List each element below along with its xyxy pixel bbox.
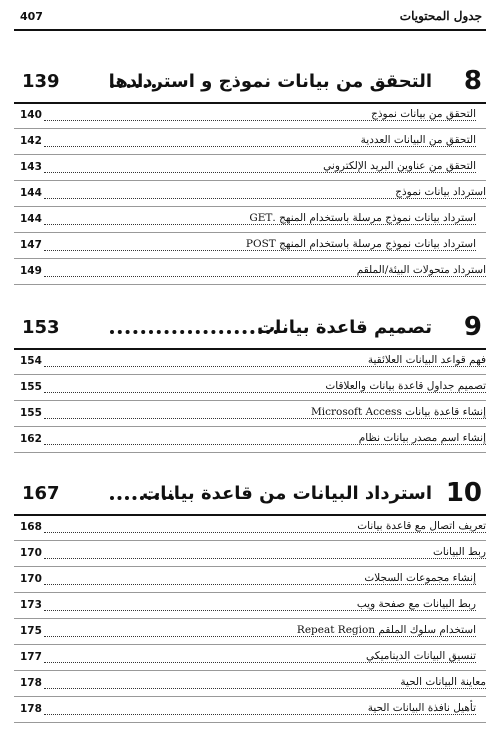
- entry-title: ربط البيانات: [430, 546, 486, 558]
- leader-dots: [44, 250, 476, 251]
- entry-page: 175: [20, 625, 42, 637]
- entry-title: إنشاء قاعدة بيانات Microsoft Access: [308, 406, 486, 418]
- chapter-title: التحقق من بيانات نموذج و استردادها: [108, 71, 432, 92]
- entry-page: 142: [20, 135, 42, 147]
- toc-entry[interactable]: [14, 594, 486, 619]
- page-header: [14, 8, 486, 26]
- toc-entry[interactable]: [14, 130, 486, 155]
- entry-title: استرداد متحولات البيئة/الملقم: [354, 264, 486, 276]
- leader-dots: [44, 662, 476, 663]
- entry-page: 155: [20, 381, 42, 393]
- entry-page: 140: [20, 109, 42, 121]
- entry-title: استرداد بيانات نموذج مرسلة باستخدام المنهج POST: [243, 238, 476, 250]
- entry-title: التحقق من البيانات العددية: [358, 134, 476, 146]
- leader-dots: [44, 444, 486, 445]
- toc-entry[interactable]: [14, 620, 486, 645]
- entry-page: 170: [20, 573, 42, 585]
- chapter-page: 139: [22, 71, 60, 92]
- entry-title: تنسيق البيانات الديناميكي: [363, 650, 476, 662]
- chapter-heading: [14, 310, 486, 348]
- toc-entry[interactable]: [14, 568, 486, 593]
- entry-title: تأهيل نافذة البيانات الحية: [365, 702, 476, 714]
- leader-dots: [44, 146, 476, 147]
- header-rule: [14, 29, 486, 31]
- entry-title: تصميم جداول قاعدة بيانات والعلاقات: [322, 380, 486, 392]
- leader-dots: [44, 120, 476, 121]
- entry-title: إنشاء اسم مصدر بيانات نظام: [356, 432, 486, 444]
- leader-dots: [44, 366, 486, 367]
- entry-title: معاينة البيانات الحية: [397, 676, 486, 688]
- leader-dots: [44, 198, 486, 199]
- entry-title: ربط البيانات مع صفحة ويب: [354, 598, 476, 610]
- entry-page: 162: [20, 433, 42, 445]
- entry-page: 173: [20, 599, 42, 611]
- entry-page: 177: [20, 651, 42, 663]
- toc-entry[interactable]: [14, 428, 486, 453]
- leader-dots: [44, 714, 476, 715]
- entry-page: 144: [20, 187, 42, 199]
- chapter-page: 167: [22, 483, 60, 504]
- leader-dots: [44, 172, 476, 173]
- entry-title: استرداد بيانات نموذج مرسلة باستخدام المنهج .GET: [246, 212, 476, 224]
- entry-page: 154: [20, 355, 42, 367]
- entry-page: 143: [20, 161, 42, 173]
- toc-entry[interactable]: [14, 182, 486, 207]
- toc-entry[interactable]: [14, 402, 486, 427]
- leader-dots: [110, 496, 174, 500]
- entry-title: فهم قواعد البيانات العلائقية: [365, 354, 486, 366]
- entry-page: 178: [20, 703, 42, 715]
- toc-entry[interactable]: [14, 698, 486, 723]
- toc-entry[interactable]: [14, 350, 486, 375]
- entry-title: استخدام سلوك الملقم Repeat Region: [294, 624, 476, 636]
- leader-dots: [44, 418, 486, 419]
- leader-dots: [44, 688, 486, 689]
- leader-dots: [44, 610, 476, 611]
- toc-entry[interactable]: [14, 516, 486, 541]
- entry-page: 168: [20, 521, 42, 533]
- entry-title: تعريف اتصال مع قاعدة بيانات: [354, 520, 486, 532]
- chapter-title: تصميم قاعدة بيانات: [257, 317, 432, 338]
- entry-page: 155: [20, 407, 42, 419]
- toc-entry[interactable]: [14, 672, 486, 697]
- leader-dots: [44, 532, 486, 533]
- chapter-number: 8: [463, 66, 482, 96]
- chapter-page: 153: [22, 317, 60, 338]
- leader-dots: [44, 636, 476, 637]
- chapter-heading: [14, 64, 486, 102]
- entry-title: التحقق من عناوين البريد الإلكتروني: [320, 160, 476, 172]
- entry-page: 170: [20, 547, 42, 559]
- leader-dots: [110, 330, 278, 334]
- entry-page: 147: [20, 239, 42, 251]
- leader-dots: [44, 558, 486, 559]
- toc-entry[interactable]: [14, 542, 486, 567]
- leader-dots: [44, 392, 486, 393]
- running-head: جدول المحتويات: [399, 9, 482, 23]
- leader-dots: [44, 224, 476, 225]
- chapter-number: 10: [445, 478, 482, 508]
- leader-dots: [44, 584, 476, 585]
- leader-dots: [110, 84, 156, 88]
- entry-page: 144: [20, 213, 42, 225]
- toc-entry[interactable]: [14, 376, 486, 401]
- entry-title: إنشاء مجموعات السجلات: [361, 572, 476, 584]
- toc-entry[interactable]: [14, 104, 486, 129]
- page-number: 407: [20, 10, 43, 23]
- entry-page: 178: [20, 677, 42, 689]
- toc-entry[interactable]: [14, 234, 486, 259]
- entry-page: 149: [20, 265, 42, 277]
- chapter-heading: [14, 476, 486, 514]
- leader-dots: [44, 276, 486, 277]
- entry-title: استرداد بيانات نموذج: [392, 186, 486, 198]
- chapter-number: 9: [463, 312, 482, 342]
- toc-entry[interactable]: [14, 260, 486, 285]
- entry-title: التحقق من بيانات نموذج: [368, 108, 476, 120]
- toc-entry[interactable]: [14, 646, 486, 671]
- toc-entry[interactable]: [14, 208, 486, 233]
- chapter-title: استرداد البيانات من قاعدة بيانات: [142, 483, 432, 504]
- toc-entry[interactable]: [14, 156, 486, 181]
